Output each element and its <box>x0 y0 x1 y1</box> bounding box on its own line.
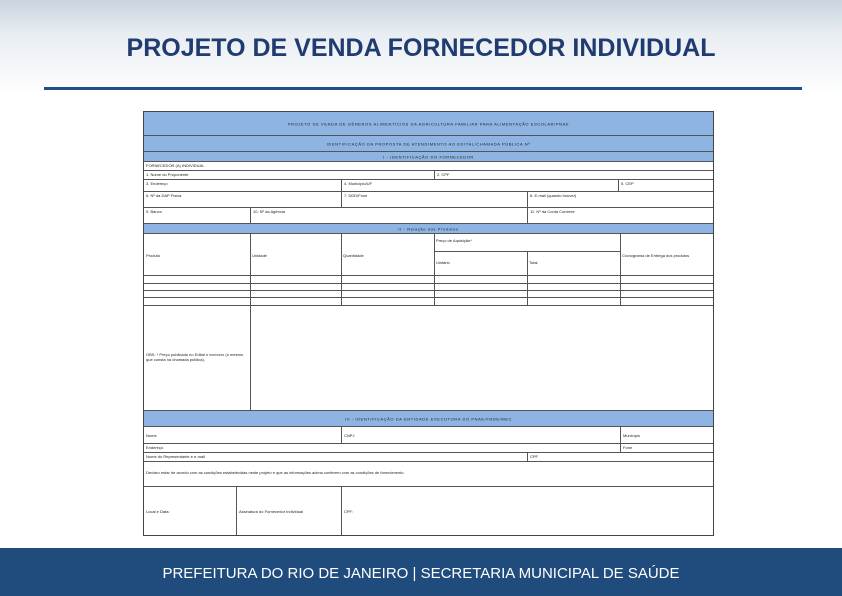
declaration-row <box>144 462 713 487</box>
representative-row <box>144 453 713 462</box>
title-divider <box>44 87 802 90</box>
signature-row <box>144 487 713 535</box>
representative-field[interactable]: Nome do Representante e e-mail <box>146 454 205 459</box>
observation-area <box>144 306 713 411</box>
section-1-title: I - IDENTIFICAÇÃO DO FORNECEDOR <box>383 154 474 159</box>
signature-cpf-field[interactable]: CPF: <box>341 487 713 535</box>
proponent-name-field[interactable]: 1. Nome do Proponente <box>146 172 189 177</box>
entity-city-field[interactable]: Município <box>620 427 713 443</box>
section-1-header <box>144 152 713 162</box>
product-column-header: Produto <box>146 253 161 258</box>
contact-row <box>144 192 713 208</box>
product-table-body <box>144 276 713 306</box>
page-title: PROJETO DE VENDA FORNECEDOR INDIVIDUAL <box>126 34 716 62</box>
price-observation-note: OBS: * Preço publicado no Edital n xxx/xxxx (o mesmo que consta na chamada pública). <box>146 352 244 362</box>
agency-field[interactable]: 10. Nº da Agência <box>250 208 527 223</box>
unit-price-column-header: Unitário <box>436 260 450 265</box>
address-field[interactable]: 3. Endereço <box>146 181 168 186</box>
entity-name-field[interactable]: Nome <box>146 433 157 438</box>
entity-address-field[interactable]: Endereço <box>146 445 164 450</box>
total-price-column-header: Total <box>529 260 538 265</box>
section-2-header <box>144 224 713 234</box>
quantity-column-header: Quantidade <box>343 253 364 258</box>
signature-field[interactable]: Assinatura do Fornecedor Individual <box>236 487 341 535</box>
representative-cpf-field[interactable]: CPF <box>527 453 713 461</box>
entity-phone-field[interactable]: Fone <box>620 444 713 452</box>
address-row <box>144 180 713 192</box>
bank-row <box>144 208 713 224</box>
form-header-row <box>144 112 713 136</box>
supplier-type-label: FORNECEDOR (A) INDIVIDUAL <box>146 163 205 168</box>
cep-field[interactable]: 5. CEP <box>618 180 713 191</box>
delivery-schedule-column-header: Cronograma de Entrega dos produtos <box>622 253 690 258</box>
phone-field[interactable]: 7. DDD/Fone <box>341 192 527 207</box>
cpf-field[interactable]: 2. CPF <box>434 171 713 179</box>
entity-address-row <box>144 444 713 453</box>
proponent-row <box>144 171 713 180</box>
sales-project-form <box>143 111 714 536</box>
email-field[interactable]: 8. E-mail (quando houver) <box>527 192 713 207</box>
account-field[interactable]: 11. Nº da Conta Corrente <box>527 208 713 223</box>
section-3-title: III - IDENTIFICAÇÃO DA ENTIDADE EXECUTORA DO PNAE/FNDE/MEC <box>344 416 513 421</box>
footer-text: PREFEITURA DO RIO DE JANEIRO | SECRETARIA MUNICIPAL DE SAÚDE <box>162 565 680 582</box>
proposal-identification-title: IDENTIFICAÇÃO DA PROPOSTA DE ATENDIMENTO AO EDITAL/CHAMADA PÚBLICA Nº <box>326 141 531 146</box>
unit-column-header: Unidade <box>252 253 267 258</box>
section-3-header <box>144 411 713 427</box>
declaration-text: Declaro estar de acordo com as condições estabelecidas neste projeto e que as informações acima conferem com as condições de fornecimento. <box>146 470 405 475</box>
section-2-title: II - Relação dos Produtos <box>398 226 459 231</box>
dap-field[interactable]: 6. Nº da DAP Física <box>146 193 182 198</box>
entity-cnpj-field[interactable]: CNPJ <box>341 427 620 443</box>
city-state-field[interactable]: 4. Município/UF <box>341 180 618 191</box>
proposal-identification-row <box>144 136 713 152</box>
form-header-title: PROJETO DE VENDA DE GÊNEROS ALIMENTÍCIOS DA AGRICULTURA FAMILIAR PARA ALIMENTAÇÃO ESCOLAR/PNAE <box>287 121 570 126</box>
bank-field[interactable]: 9. Banco <box>146 209 162 214</box>
product-table-header <box>144 234 713 276</box>
price-column-header: Preço de Aquisição* <box>436 238 472 243</box>
place-date-field[interactable]: Local e Data: <box>146 509 170 514</box>
supplier-type-row <box>144 162 713 171</box>
entity-name-row <box>144 427 713 444</box>
